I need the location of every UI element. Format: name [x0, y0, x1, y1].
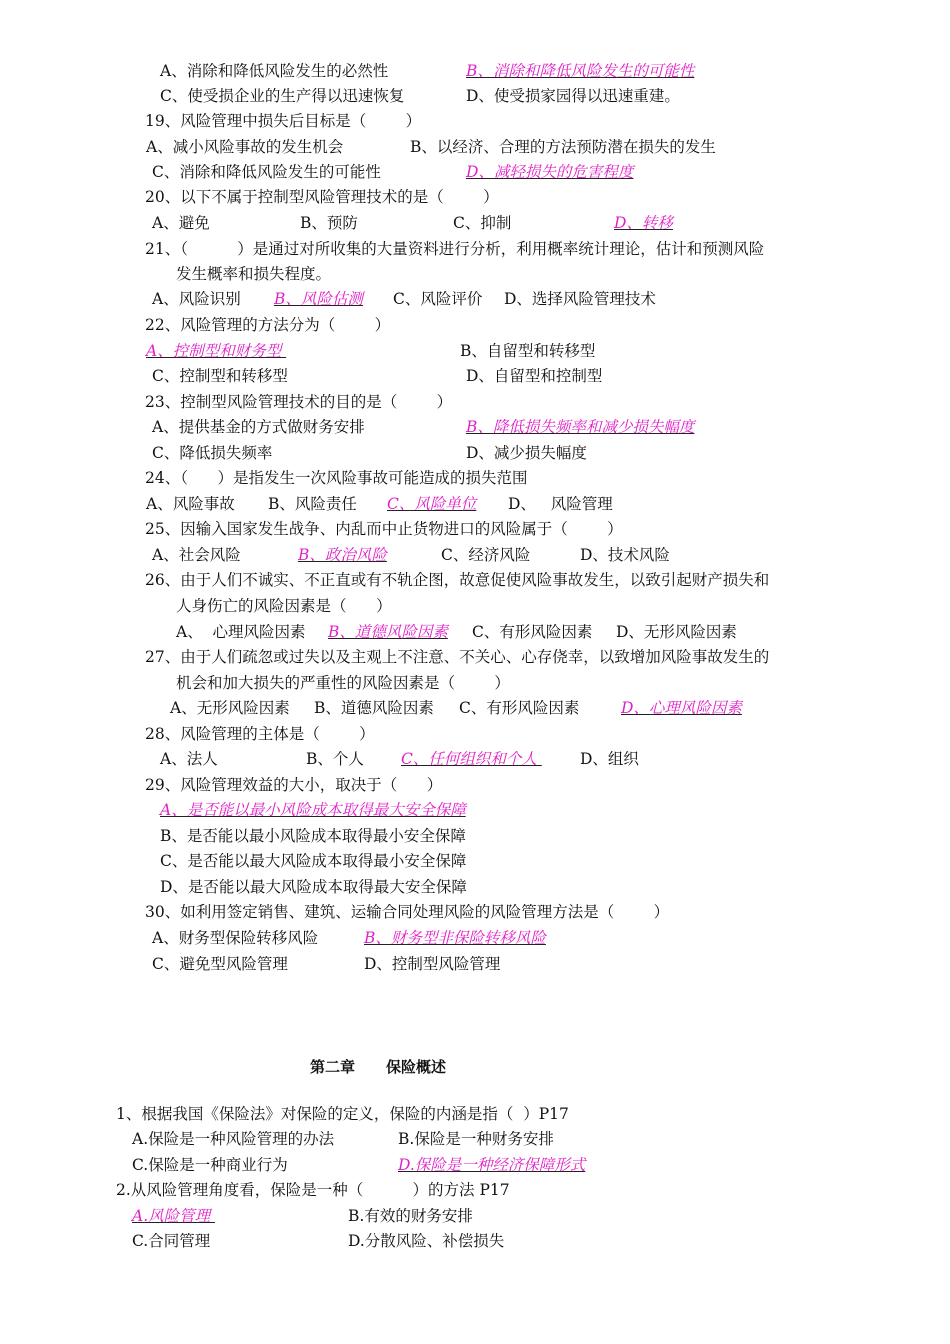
answer-highlight: B、降低损失频率和减少损失幅度	[466, 418, 695, 436]
line-text: A、避免	[152, 214, 210, 232]
line-text: 2.从风险管理角度看，保险是一种（ ）的方法 P17	[116, 1181, 510, 1199]
line-text: 发生概率和损失程度。	[176, 265, 332, 283]
answer-highlight: A、控制型和财务型	[146, 342, 287, 360]
line-text: 机会和加大损失的严重性的风险因素是（ ）	[176, 674, 510, 692]
answer-highlight: C、任何组织和个人	[401, 750, 542, 768]
line-text: C、避免型风险管理	[152, 955, 288, 973]
line-text: 19、风险管理中损失后目标是（ ）	[145, 112, 422, 130]
answer-highlight: A.风险管理	[132, 1207, 216, 1225]
answer-highlight: D、转移	[614, 214, 673, 232]
line-text: D、控制型风险管理	[364, 955, 501, 973]
line-text: D、 风险管理	[508, 495, 613, 513]
answer-highlight: B、政治风险	[298, 546, 387, 564]
line-text: 人身伤亡的风险因素是（ ）	[176, 597, 392, 615]
line-text: B.有效的财务安排	[348, 1207, 473, 1225]
answer-highlight: B、道德风险因素	[328, 623, 448, 641]
line-text: D、减少损失幅度	[466, 444, 587, 462]
line-text: 1、根据我国《保险法》对保险的定义，保险的内涵是指（ ）P17	[116, 1105, 569, 1123]
line-text: D、自留型和控制型	[466, 367, 603, 385]
line-text: 21、（ ）是通过对所收集的大量资料进行分析，利用概率统计理论，估计和预测风险	[145, 240, 765, 258]
line-text: A、减小风险事故的发生机会	[146, 138, 344, 156]
answer-highlight: C、风险单位	[387, 495, 477, 513]
answer-highlight: A、是否能以最小风险成本取得最大安全保障	[160, 801, 466, 819]
line-text: D、是否能以最大风险成本取得最大安全保障	[160, 878, 467, 896]
chapter-number: 第二章	[310, 1058, 356, 1076]
line-text: 20、以下不属于控制型风险管理技术的是（ ）	[145, 188, 499, 206]
line-text: A、提供基金的方式做财务安排	[152, 418, 365, 436]
line-text: C、经济风险	[441, 546, 531, 564]
line-text: C.保险是一种商业行为	[132, 1156, 288, 1174]
line-text: A、社会风险	[152, 546, 241, 564]
line-text: 22、风险管理的方法分为（ ）	[145, 316, 391, 334]
line-text: D、无形风险因素	[616, 623, 737, 641]
line-text: A、风险识别	[152, 290, 241, 308]
line-text: C、有形风险因素	[459, 699, 580, 717]
line-text: B、道德风险因素	[314, 699, 434, 717]
line-text: D、选择风险管理技术	[504, 290, 656, 308]
line-text: D.分散风险、补偿损失	[348, 1232, 505, 1250]
answer-highlight: B、消除和降低风险发生的可能性	[466, 62, 695, 80]
line-text: C、是否能以最大风险成本取得最小安全保障	[160, 852, 467, 870]
line-text: 26、由于人们不诚实、不正直或有不轨企图，故意促使风险事故发生，以致引起财产损失和	[145, 571, 770, 589]
line-text: 24、（ ）是指发生一次风险事故可能造成的损失范围	[145, 469, 528, 487]
line-text: B.保险是一种财务安排	[398, 1130, 554, 1148]
line-text: C、使受损企业的生产得以迅速恢复	[160, 87, 405, 105]
line-text: 27、由于人们疏忽或过失以及主观上不注意、不关心、心存侥幸，以致增加风险事故发生的	[145, 648, 770, 666]
line-text: 25、因输入国家发生战争、内乱而中止货物进口的风险属于（ ）	[145, 520, 623, 538]
answer-highlight: D、心理风险因素	[621, 699, 742, 717]
line-text: C.合同管理	[132, 1232, 211, 1250]
line-text: A、 心理风险因素	[176, 623, 306, 641]
line-text: A、风险事故	[146, 495, 235, 513]
line-text: D、组织	[580, 750, 639, 768]
line-text: D、使受损家园得以迅速重建。	[466, 87, 680, 105]
line-text: A.保险是一种风险管理的办法	[132, 1130, 335, 1148]
line-text: 28、风险管理的主体是（ ）	[145, 725, 375, 743]
answer-highlight: D.保险是一种经济保障形式	[398, 1156, 586, 1174]
line-text: B、自留型和转移型	[460, 342, 596, 360]
line-text: A、无形风险因素	[170, 699, 290, 717]
line-text: D、技术风险	[580, 546, 670, 564]
line-text: B、预防	[300, 214, 358, 232]
chapter-title: 保险概述	[386, 1058, 447, 1076]
answer-highlight: B、财务型非保险转移风险	[364, 929, 546, 947]
line-text: B、风险责任	[268, 495, 357, 513]
line-text: 29、风险管理效益的大小，取决于（ ）	[145, 776, 443, 794]
line-text: A、消除和降低风险发生的必然性	[160, 62, 389, 80]
line-text: C、抑制	[453, 214, 512, 232]
line-text: C、有形风险因素	[472, 623, 593, 641]
line-text: B、个人	[306, 750, 364, 768]
line-text: B、是否能以最小风险成本取得最小安全保障	[160, 827, 466, 845]
line-text: B、以经济、合理的方法预防潜在损失的发生	[410, 138, 716, 156]
answer-highlight: B、风险估测	[274, 290, 363, 308]
line-text: C、控制型和转移型	[152, 367, 288, 385]
line-text: A、财务型保险转移风险	[152, 929, 319, 947]
line-text: 30、如利用签定销售、建筑、运输合同处理风险的风险管理方法是（ ）	[145, 903, 670, 921]
line-text: A、法人	[160, 750, 218, 768]
line-text: C、降低损失频率	[152, 444, 273, 462]
line-text: 23、控制型风险管理技术的目的是（ ）	[145, 393, 453, 411]
line-text: C、消除和降低风险发生的可能性	[152, 163, 381, 181]
answer-highlight: D、减轻损失的危害程度	[466, 163, 634, 181]
line-text: C、风险评价	[393, 290, 483, 308]
